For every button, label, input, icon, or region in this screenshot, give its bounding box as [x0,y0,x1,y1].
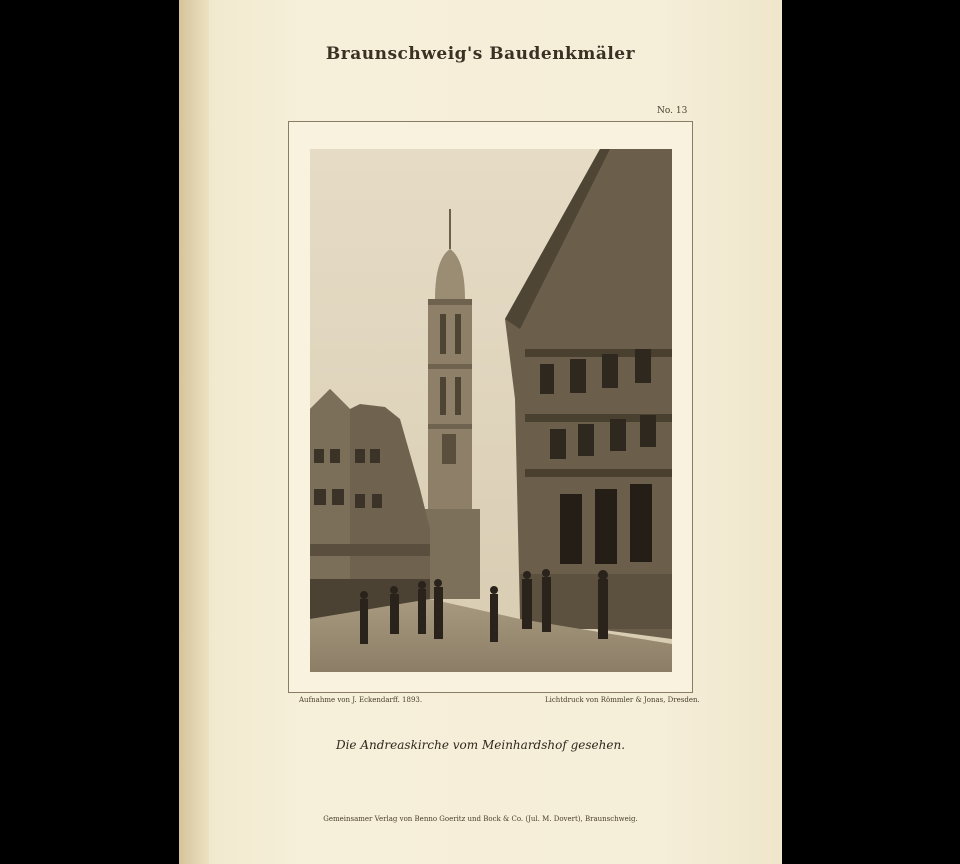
photo-caption: Die Andreaskirche vom Meinhardshof gesehen. [335,738,626,752]
document-page [179,0,782,864]
church-street-photograph [310,149,672,672]
page-title: Braunschweig's Baudenkmäler [325,44,636,64]
plate-number: No. 13 [657,106,688,116]
photo-frame [288,121,693,693]
page-edge-shadow [179,0,209,864]
photographer-credit: Aufnahme von J. Eckendarff. 1893. [299,696,423,704]
printer-credit: Lichtdruck von Römmler & Jonas, Dresden. [545,696,700,704]
publisher-line: Gemeinsamer Verlag von Benno Goeritz und Bock & Co. (Jul. M. Dovert), Braunschweig. [323,815,638,823]
